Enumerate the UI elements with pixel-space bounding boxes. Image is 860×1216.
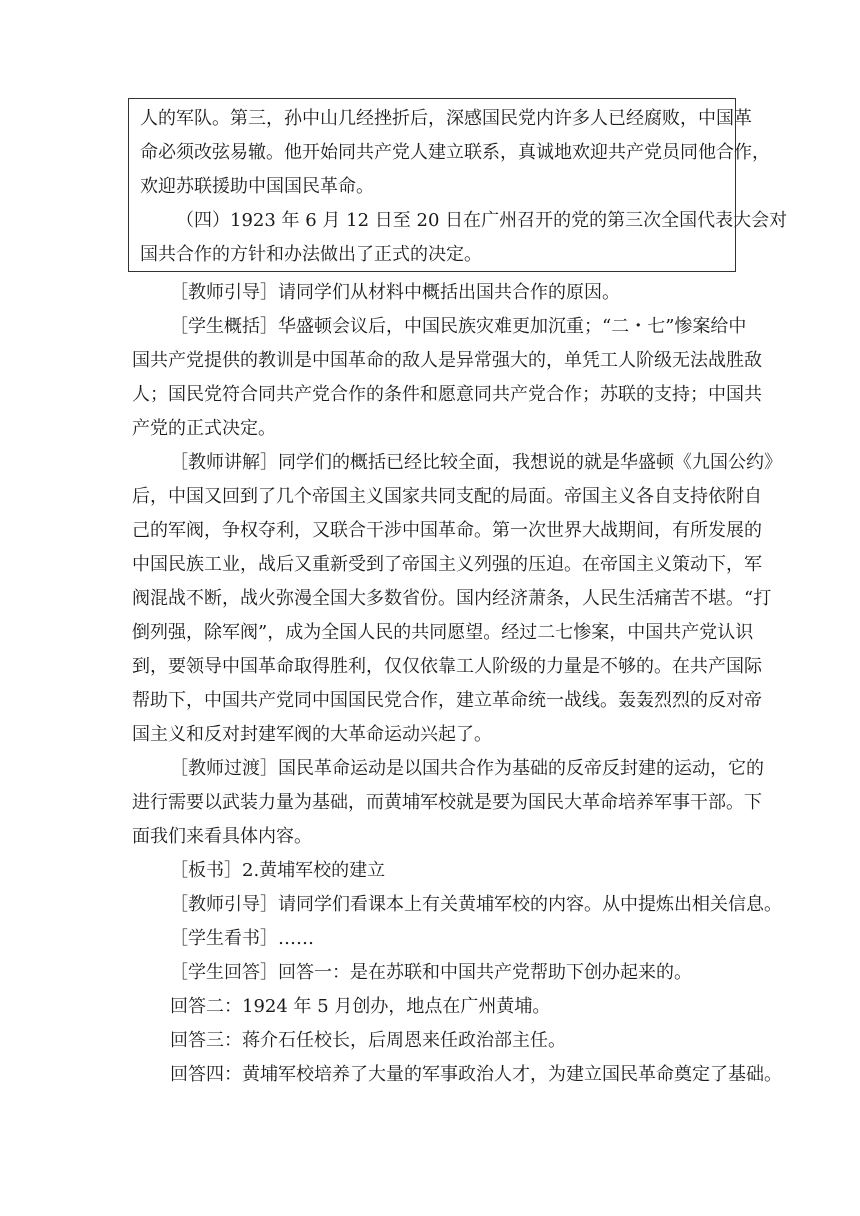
student-summary-line: ［学生概括］华盛顿会议后，中国民族灾难更加沉重；“二・七”惨案给中 — [170, 316, 747, 337]
body-line: 产党的正式决定。 — [132, 418, 276, 439]
body-line: 进行需要以武装力量为基础，而黄埔军校就是要为国民大革命培养军事干部。下 — [132, 792, 762, 813]
student-answer-line: ［学生回答］回答一：是在苏联和中国共产党帮助下创办起来的。 — [170, 962, 692, 983]
body-line: 国共产党提供的教训是中国革命的敌人是异常强大的，单凭工人阶级无法战胜敌 — [132, 350, 762, 371]
body-line: 中国民族工业，战后又重新受到了帝国主义列强的压迫。在帝国主义策动下，军 — [132, 554, 762, 575]
answer-line: 回答四：黄埔军校培养了大量的军事政治人才，为建立国民革命奠定了基础。 — [170, 1064, 782, 1085]
box-line: 命必须改弦易辙。他开始同共产党人建立联系，真诚地欢迎共产党员同他合作， — [140, 142, 770, 163]
body-line: 到，要领导中国革命取得胜利，仅仅依靠工人阶级的力量是不够的。在共产国际 — [132, 656, 762, 677]
body-line: 后，中国又回到了几个帝国主义国家共同支配的局面。帝国主义各自支持依附自 — [132, 486, 762, 507]
board-note-line: ［板书］2.黄埔军校的建立 — [170, 860, 386, 881]
student-reading-line: ［学生看书］…… — [170, 928, 314, 949]
answer-line: 回答三：蒋介石任校长，后周恩来任政治部主任。 — [170, 1030, 566, 1051]
body-line: 帮助下，中国共产党同中国国民党合作，建立革命统一战线。轰轰烈烈的反对帝 — [132, 690, 762, 711]
body-line: 面我们来看具体内容。 — [132, 826, 312, 847]
body-line: 倒列强，除军阀”，成为全国人民的共同愿望。经过二七惨案，中国共产党认识 — [132, 622, 754, 643]
box-line: （四）1923 年 6 月 12 日至 20 日在广州召开的党的第三次全国代表大会对 — [176, 210, 788, 231]
body-line: 阀混战不断，战火弥漫全国大多数省份。国内经济萧条，人民生活痛苦不堪。“打 — [132, 588, 772, 609]
body-line: 人；国民党符合同共产党合作的条件和愿意同共产党合作；苏联的支持；中国共 — [132, 384, 762, 405]
answer-line: 回答二：1924 年 5 月创办，地点在广州黄埔。 — [170, 996, 551, 1017]
teacher-guide-line: ［教师引导］请同学们从材料中概括出国共合作的原因。 — [170, 282, 620, 303]
teacher-transition-line: ［教师过渡］国民革命运动是以国共合作为基础的反帝反封建的运动，它的 — [170, 758, 764, 779]
body-line: 国主义和反对封建军阀的大革命运动兴起了。 — [132, 724, 492, 745]
box-line: 人的军队。第三，孙中山几经挫折后，深感国民党内许多人已经腐败，中国革 — [140, 108, 752, 129]
box-line: 国共合作的方针和办法做出了正式的决定。 — [140, 244, 482, 265]
teacher-explain-line: ［教师讲解］同学们的概括已经比较全面，我想说的就是华盛顿《九国公约》 — [170, 452, 782, 473]
box-line: 欢迎苏联援助中国国民革命。 — [140, 176, 374, 197]
teacher-guide-line: ［教师引导］请同学们看课本上有关黄埔军校的内容。从中提炼出相关信息。 — [170, 894, 782, 915]
body-line: 己的军阀，争权夺利，又联合干涉中国革命。第一次世界大战期间，有所发展的 — [132, 520, 762, 541]
